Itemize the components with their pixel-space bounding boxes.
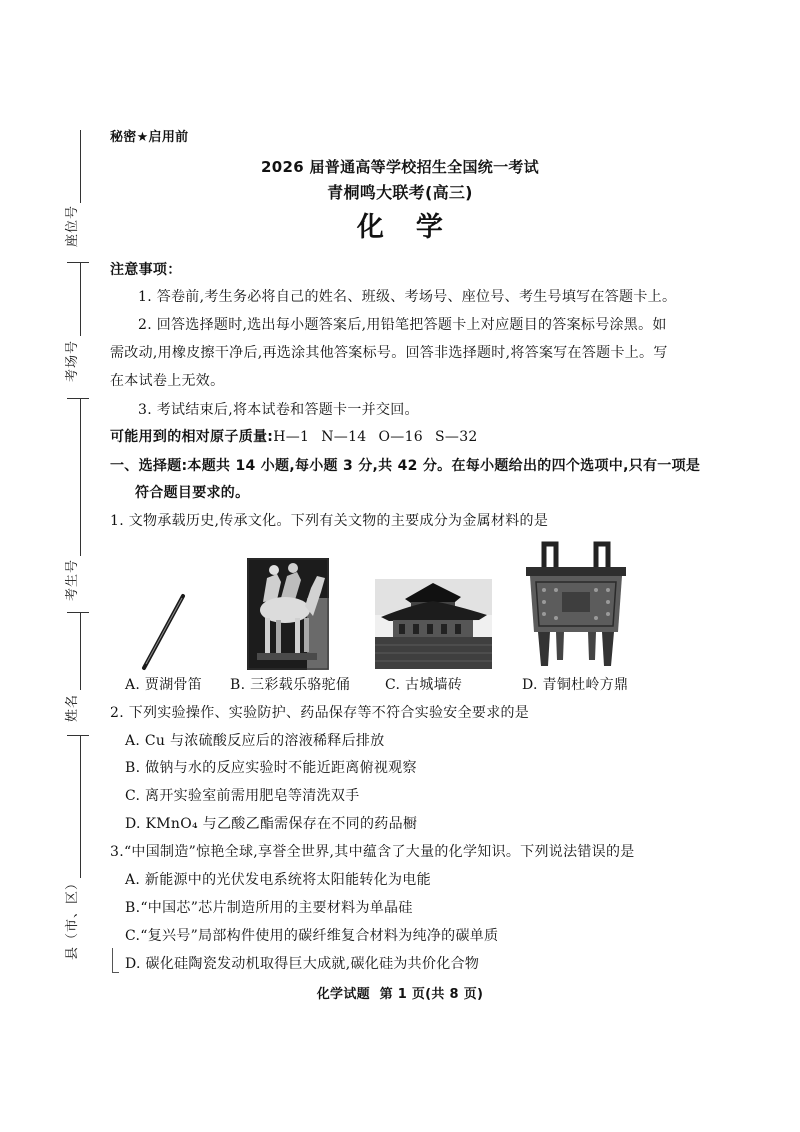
option-label: A. 新能源中的光伏发电系统将太阳能转化为电能	[125, 872, 431, 888]
seat-label: 座位号	[65, 204, 80, 248]
blank-line	[80, 262, 81, 336]
confidential-mark: 秘密★启用前	[110, 130, 189, 145]
exam-subtitle: 青桐鸣大联考(高三)	[327, 183, 473, 202]
question-stem: 3.“中国制造”惊艳全球,享誉全世界,其中蕴含了大量的化学知识。下列说法错误的是	[110, 844, 635, 860]
option-label: A. Cu 与浓硫酸反应后的溶液稀释后排放	[125, 733, 385, 749]
option-label: D. 青铜杜岭方鼎	[522, 677, 629, 693]
note-line: 1. 答卷前,考生务必将自己的姓名、班级、考场号、座位号、考生号填写在答题卡上。	[138, 289, 677, 305]
bone-flute-image	[138, 592, 190, 674]
section-heading-cont: 符合题目要求的。	[135, 485, 250, 501]
note-line: 需改动,用橡皮擦干净后,再选涂其他答案标号。回答非选择题时,将答案写在答题卡上。写	[110, 345, 668, 361]
atomic-mass: N—14	[321, 429, 367, 445]
page-footer: 化学试题 第 1 页(共 8 页)	[316, 987, 484, 1002]
blank-tick	[67, 735, 89, 736]
camel-figurine-image	[247, 558, 329, 670]
blank-tick	[67, 398, 89, 399]
option-label: C.“复兴号”局部构件使用的碳纤维复合材料为纯净的碳单质	[125, 928, 499, 944]
option-label: B. 做钠与水的反应实验时不能近距离俯视观察	[125, 760, 417, 776]
subject-title: 化 学	[356, 212, 444, 243]
note-line: 在本试卷上无效。	[110, 373, 225, 389]
bronze-ding-image	[522, 540, 630, 670]
room-label: 考场号	[65, 339, 80, 383]
blank-line	[80, 398, 81, 556]
atomic-masses	[110, 427, 478, 447]
name-label: 姓名	[65, 693, 80, 723]
atomic-masses-label: 可能用到的相对原子质量:	[110, 429, 274, 445]
blank-line	[80, 735, 81, 878]
option-label: B.“中国芯”芯片制造所用的主要材料为单晶硅	[125, 900, 413, 916]
notes-heading: 注意事项：	[110, 262, 182, 278]
city-wall-image	[375, 579, 492, 669]
option-label: C. 离开实验室前需用肥皂等清洗双手	[125, 788, 360, 804]
section-heading: 一、选择题:本题共 14 小题,每小题 3 分,共 42 分。在每小题给出的四个选项中,只有一项是	[110, 458, 701, 474]
question-stem: 2. 下列实验操作、实验防护、药品保存等不符合实验安全要求的是	[110, 705, 530, 721]
note-line: 2. 回答选择题时,选出每小题答案后,用铅笔把答题卡上对应题目的答案标号涂黑。如	[138, 317, 667, 333]
atomic-mass: H—1	[273, 429, 310, 445]
option-label: D. KMnO₄ 与乙酸乙酯需保存在不同的药品橱	[125, 816, 418, 832]
atomic-mass: O—16	[378, 429, 423, 445]
scan-mark	[112, 948, 119, 973]
blank-tick	[67, 262, 89, 263]
atomic-mass: S—32	[435, 429, 478, 445]
county-label: 县（市、区）	[65, 875, 80, 961]
blank-tick	[67, 612, 89, 613]
exam-title: 2026 届普通高等学校招生全国统一考试	[261, 158, 539, 176]
question-stem: 1. 文物承载历史,传承文化。下列有关文物的主要成分为金属材料的是	[110, 513, 549, 529]
option-label: A. 贾湖骨笛	[125, 677, 203, 693]
option-label: D. 碳化硅陶瓷发动机取得巨大成就,碳化硅为共价化合物	[125, 956, 480, 972]
note-line: 3. 考试结束后,将本试卷和答题卡一并交回。	[138, 402, 419, 418]
blank-line	[80, 612, 81, 690]
option-label: B. 三彩载乐骆驼俑	[230, 677, 351, 693]
option-label: C. 古城墙砖	[385, 677, 463, 693]
candidate-label: 考生号	[65, 558, 80, 602]
